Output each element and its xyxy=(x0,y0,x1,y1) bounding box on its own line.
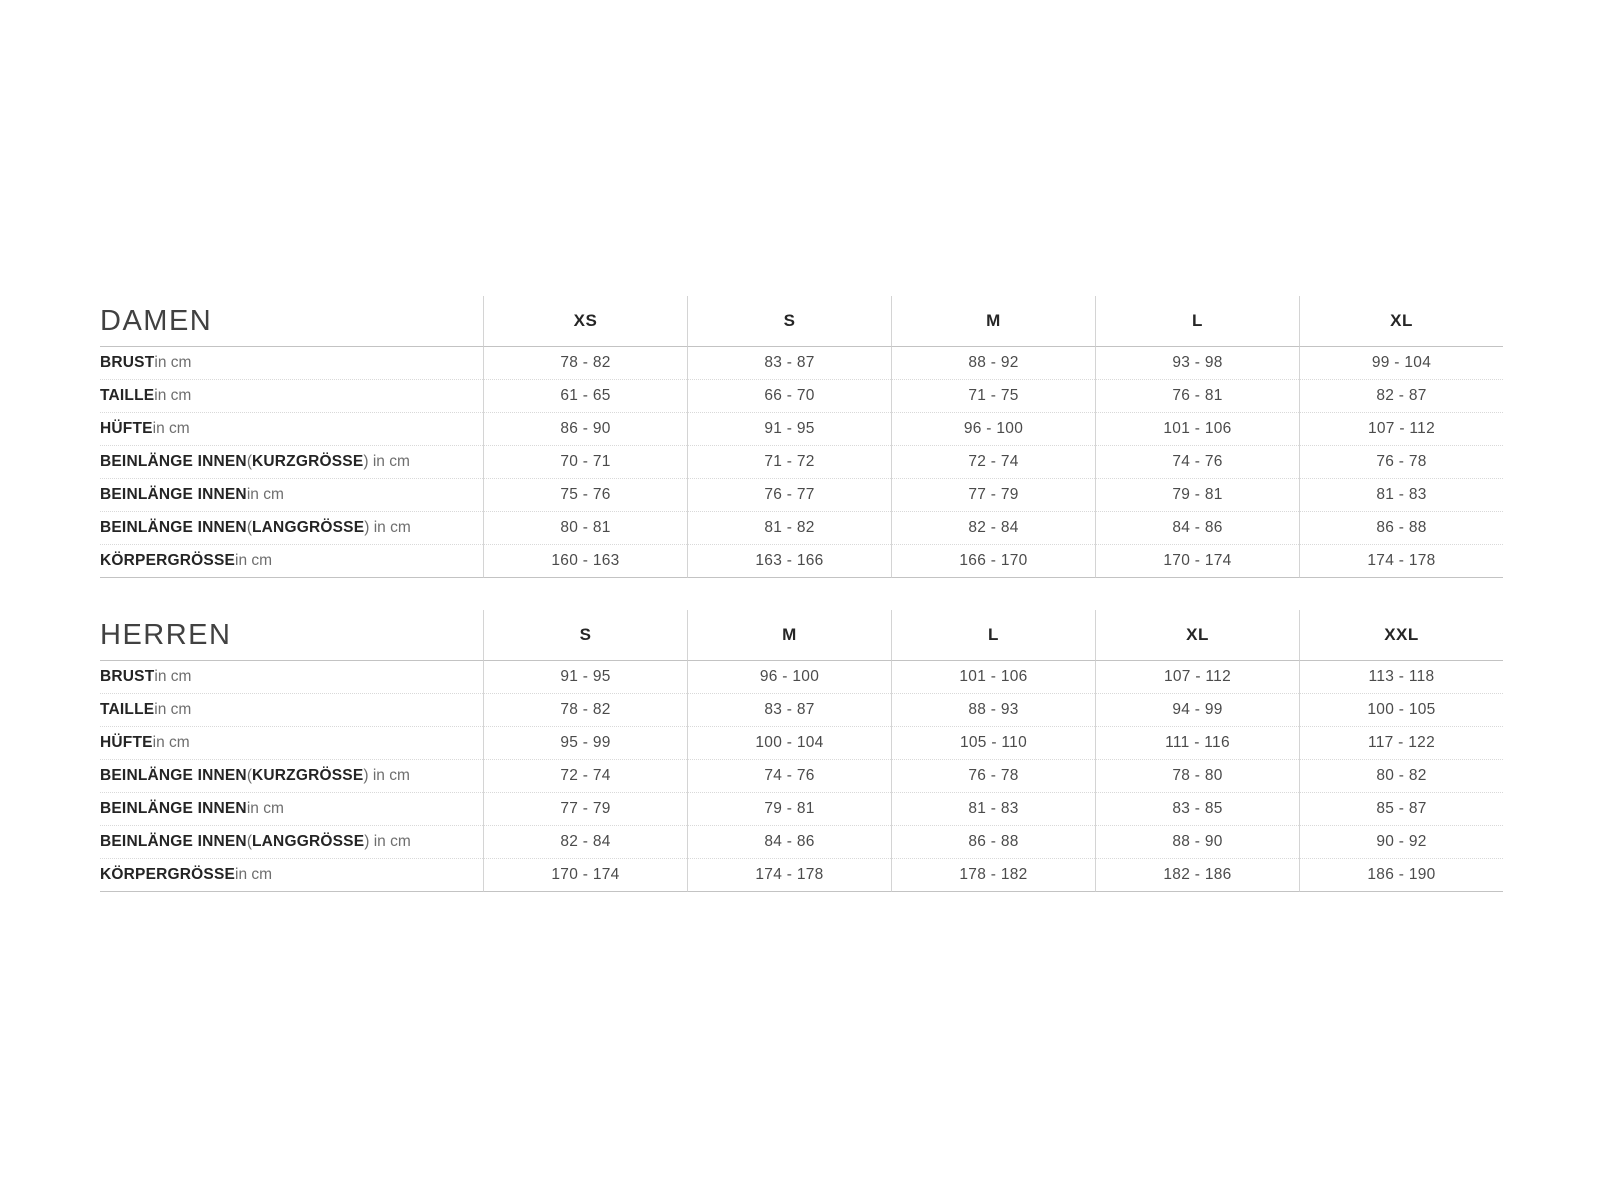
size-value: 85 - 87 xyxy=(1376,800,1427,817)
row-label-segment: in cm xyxy=(154,668,192,685)
size-value-cell xyxy=(891,347,1095,380)
size-value-cell xyxy=(891,413,1095,446)
size-value: 72 - 74 xyxy=(968,453,1019,470)
size-value-cell xyxy=(483,380,687,413)
size-value: 86 - 90 xyxy=(560,420,611,437)
size-chart-page xyxy=(100,296,1503,892)
size-value-cell xyxy=(891,694,1095,727)
size-value: 99 - 104 xyxy=(1371,354,1432,371)
size-value: 95 - 99 xyxy=(560,734,611,751)
size-table-grid-damen xyxy=(100,296,1503,578)
size-value-cell xyxy=(1095,727,1299,760)
size-value-cell xyxy=(1095,793,1299,826)
size-value-cell xyxy=(687,446,891,479)
size-value: 78 - 82 xyxy=(560,701,611,718)
size-value-cell xyxy=(483,413,687,446)
size-value: 88 - 93 xyxy=(968,701,1019,718)
size-value-cell xyxy=(891,826,1095,859)
size-value-cell xyxy=(483,545,687,578)
size-value: 77 - 79 xyxy=(968,486,1019,503)
row-label-segment: BRUST xyxy=(100,354,155,371)
size-value: 61 - 65 xyxy=(560,387,611,404)
size-value: 113 - 118 xyxy=(1368,668,1435,685)
size-value: 163 - 166 xyxy=(755,552,824,569)
size-value-cell xyxy=(891,793,1095,826)
size-value-cell xyxy=(1095,826,1299,859)
row-label-segment: HÜFTE xyxy=(100,420,153,437)
row-label-segment: ( xyxy=(246,453,252,470)
size-value-cell xyxy=(891,512,1095,545)
size-value: 83 - 85 xyxy=(1172,800,1223,817)
row-label-segment: BEINLÄNGE INNEN xyxy=(100,519,247,536)
size-value: 101 - 106 xyxy=(1163,420,1232,437)
size-value: 82 - 84 xyxy=(560,833,611,850)
size-value: 91 - 95 xyxy=(560,668,611,685)
row-label-segment: ( xyxy=(246,833,252,850)
size-value-cell xyxy=(891,479,1095,512)
row-label-segment: KÖRPERGRÖSSE xyxy=(100,552,236,569)
size-column-header-cell xyxy=(1095,296,1299,347)
size-value-cell xyxy=(891,446,1095,479)
row-label-segment: in cm xyxy=(152,420,190,437)
row-label-segment: in cm xyxy=(152,734,190,751)
size-column-header-cell xyxy=(891,610,1095,661)
size-value-cell xyxy=(1299,694,1503,727)
size-column-header-cell xyxy=(1299,296,1503,347)
row-label-segment: BEINLÄNGE INNEN xyxy=(100,767,247,784)
size-value: 83 - 87 xyxy=(764,701,815,718)
size-column-header-cell xyxy=(1299,610,1503,661)
size-value-cell xyxy=(1095,661,1299,694)
size-value: 160 - 163 xyxy=(551,552,620,569)
size-value-cell xyxy=(1299,793,1503,826)
size-value-cell xyxy=(1299,545,1503,578)
size-value: 81 - 82 xyxy=(764,519,815,536)
size-value: 70 - 71 xyxy=(560,453,611,470)
size-value-cell xyxy=(1095,694,1299,727)
size-value-cell xyxy=(1095,413,1299,446)
row-label-segment: BEINLÄNGE INNEN xyxy=(100,486,247,503)
size-value: 81 - 83 xyxy=(1376,486,1427,503)
size-value: 182 - 186 xyxy=(1163,866,1232,883)
size-value-cell xyxy=(483,479,687,512)
size-value-cell xyxy=(483,512,687,545)
table-title-cell xyxy=(100,610,483,661)
size-column-header: L xyxy=(1192,311,1203,330)
measurement-row-label xyxy=(100,727,483,760)
row-label-segment: in cm xyxy=(154,387,192,404)
size-value: 82 - 87 xyxy=(1376,387,1427,404)
size-column-header-cell xyxy=(891,296,1095,347)
row-label-segment: LANGGRÖSSE xyxy=(252,519,365,536)
size-column-header-cell xyxy=(687,610,891,661)
size-value: 88 - 92 xyxy=(968,354,1019,371)
size-value-cell xyxy=(1299,661,1503,694)
size-value: 76 - 81 xyxy=(1172,387,1223,404)
row-label-segment: in cm xyxy=(235,866,273,883)
size-value: 80 - 82 xyxy=(1376,767,1427,784)
size-value: 107 - 112 xyxy=(1163,668,1232,685)
size-value-cell xyxy=(483,793,687,826)
size-value-cell xyxy=(483,347,687,380)
size-column-header-cell xyxy=(1095,610,1299,661)
size-value: 82 - 84 xyxy=(968,519,1019,536)
row-label-segment: KÖRPERGRÖSSE xyxy=(100,866,236,883)
size-value: 88 - 90 xyxy=(1172,833,1223,850)
size-value-cell xyxy=(687,793,891,826)
size-value: 80 - 81 xyxy=(560,519,611,536)
row-label-segment: ) in cm xyxy=(364,519,411,536)
size-value: 78 - 80 xyxy=(1172,767,1223,784)
size-value-cell xyxy=(687,512,891,545)
size-value: 105 - 110 xyxy=(959,734,1028,751)
size-value-cell xyxy=(1095,347,1299,380)
size-value: 79 - 81 xyxy=(1172,486,1223,503)
size-column-header: M xyxy=(986,311,1001,330)
size-value: 111 - 116 xyxy=(1165,734,1230,751)
size-value: 83 - 87 xyxy=(764,354,815,371)
row-label-segment: ( xyxy=(246,767,252,784)
measurement-row-label xyxy=(100,446,483,479)
size-value: 101 - 106 xyxy=(959,668,1028,685)
size-value: 166 - 170 xyxy=(959,552,1028,569)
measurement-row-label xyxy=(100,694,483,727)
size-value-cell xyxy=(1095,446,1299,479)
size-column-header: M xyxy=(782,625,797,644)
size-value: 75 - 76 xyxy=(560,486,611,503)
size-value: 77 - 79 xyxy=(560,800,611,817)
size-value: 174 - 178 xyxy=(755,866,824,883)
size-value-cell xyxy=(1095,512,1299,545)
size-value: 170 - 174 xyxy=(551,866,620,883)
row-label-segment: in cm xyxy=(154,354,192,371)
size-value-cell xyxy=(1299,380,1503,413)
size-value-cell xyxy=(483,694,687,727)
size-value-cell xyxy=(483,661,687,694)
size-table-herren xyxy=(100,610,1503,892)
row-label-segment: BEINLÄNGE INNEN xyxy=(100,833,247,850)
row-label-segment: BRUST xyxy=(100,668,155,685)
size-value: 81 - 83 xyxy=(968,800,1019,817)
row-label-segment: in cm xyxy=(154,701,192,718)
size-value-cell xyxy=(891,760,1095,793)
size-value-cell xyxy=(1095,760,1299,793)
row-label-segment: TAILLE xyxy=(100,387,155,404)
size-value: 76 - 78 xyxy=(1376,453,1427,470)
size-value: 96 - 100 xyxy=(963,420,1024,437)
size-value: 174 - 178 xyxy=(1367,552,1436,569)
measurement-row-label xyxy=(100,545,483,578)
measurement-row-label xyxy=(100,661,483,694)
size-column-header-cell xyxy=(483,296,687,347)
size-value: 66 - 70 xyxy=(764,387,815,404)
size-value-cell xyxy=(687,545,891,578)
size-value: 78 - 82 xyxy=(560,354,611,371)
size-column-header-cell xyxy=(483,610,687,661)
size-column-header: S xyxy=(783,311,796,330)
size-value-cell xyxy=(483,760,687,793)
size-column-header: L xyxy=(988,625,999,644)
size-value-cell xyxy=(1299,446,1503,479)
row-label-segment: in cm xyxy=(235,552,273,569)
row-label-segment: ( xyxy=(246,519,252,536)
size-value: 100 - 105 xyxy=(1367,701,1436,718)
row-label-segment: in cm xyxy=(246,800,284,817)
size-value: 178 - 182 xyxy=(959,866,1028,883)
size-value: 76 - 78 xyxy=(968,767,1019,784)
size-value: 84 - 86 xyxy=(1172,519,1223,536)
measurement-row-label xyxy=(100,760,483,793)
size-value-cell xyxy=(1299,760,1503,793)
size-value-cell xyxy=(687,661,891,694)
row-label-segment: KURZGRÖSSE xyxy=(252,453,364,470)
size-value: 100 - 104 xyxy=(755,734,824,751)
measurement-row-label xyxy=(100,413,483,446)
size-value-cell xyxy=(687,413,891,446)
size-value-cell xyxy=(1299,413,1503,446)
size-value: 117 - 122 xyxy=(1367,734,1436,751)
measurement-row-label xyxy=(100,859,483,892)
row-label-segment: HÜFTE xyxy=(100,734,153,751)
size-value: 76 - 77 xyxy=(764,486,815,503)
size-column-header: XL xyxy=(1186,625,1209,644)
size-column-header: XXL xyxy=(1384,625,1419,644)
size-value-cell xyxy=(687,826,891,859)
size-value: 74 - 76 xyxy=(1172,453,1223,470)
size-value-cell xyxy=(687,760,891,793)
row-label-segment: TAILLE xyxy=(100,701,155,718)
size-value-cell xyxy=(891,859,1095,892)
size-value: 71 - 72 xyxy=(764,453,815,470)
measurement-row-label xyxy=(100,380,483,413)
size-value: 186 - 190 xyxy=(1367,866,1436,883)
size-value-cell xyxy=(483,859,687,892)
size-column-header: XS xyxy=(573,311,598,330)
size-value-cell xyxy=(1095,380,1299,413)
size-value-cell xyxy=(1095,545,1299,578)
row-label-segment: ) in cm xyxy=(363,453,410,470)
size-value: 74 - 76 xyxy=(764,767,815,784)
size-value-cell xyxy=(687,380,891,413)
size-value: 79 - 81 xyxy=(764,800,815,817)
size-value-cell xyxy=(1299,859,1503,892)
row-label-segment: ) in cm xyxy=(363,767,410,784)
size-value-cell xyxy=(483,727,687,760)
measurement-row-label xyxy=(100,479,483,512)
size-value-cell xyxy=(891,661,1095,694)
measurement-row-label xyxy=(100,347,483,380)
size-value-cell xyxy=(483,826,687,859)
row-label-segment: KURZGRÖSSE xyxy=(252,767,364,784)
size-column-header: XL xyxy=(1390,311,1413,330)
size-table-grid-herren xyxy=(100,610,1503,892)
size-value: 86 - 88 xyxy=(1376,519,1427,536)
size-value-cell xyxy=(1299,826,1503,859)
row-label-segment: BEINLÄNGE INNEN xyxy=(100,800,247,817)
size-value-cell xyxy=(891,727,1095,760)
table-title: DAMEN xyxy=(100,304,213,337)
size-value-cell xyxy=(1299,347,1503,380)
size-value-cell xyxy=(687,694,891,727)
size-table-damen xyxy=(100,296,1503,578)
size-value-cell xyxy=(687,347,891,380)
measurement-row-label xyxy=(100,793,483,826)
size-value: 86 - 88 xyxy=(968,833,1019,850)
size-value-cell xyxy=(687,859,891,892)
size-value-cell xyxy=(1095,859,1299,892)
size-value-cell xyxy=(891,380,1095,413)
table-title-cell xyxy=(100,296,483,347)
size-value: 170 - 174 xyxy=(1163,552,1232,569)
measurement-row-label xyxy=(100,512,483,545)
size-value-cell xyxy=(1299,512,1503,545)
size-value-cell xyxy=(1299,727,1503,760)
row-label-segment: BEINLÄNGE INNEN xyxy=(100,453,247,470)
size-value: 84 - 86 xyxy=(764,833,815,850)
size-value-cell xyxy=(891,545,1095,578)
size-value: 94 - 99 xyxy=(1172,701,1223,718)
row-label-segment: in cm xyxy=(246,486,284,503)
size-value: 90 - 92 xyxy=(1376,833,1427,850)
size-value-cell xyxy=(483,446,687,479)
size-value-cell xyxy=(687,479,891,512)
measurement-row-label xyxy=(100,826,483,859)
size-value: 96 - 100 xyxy=(759,668,820,685)
size-value: 107 - 112 xyxy=(1367,420,1436,437)
size-value-cell xyxy=(1299,479,1503,512)
size-value-cell xyxy=(687,727,891,760)
row-label-segment: LANGGRÖSSE xyxy=(252,833,365,850)
row-label-segment: ) in cm xyxy=(364,833,411,850)
size-value-cell xyxy=(1095,479,1299,512)
table-title: HERREN xyxy=(100,618,232,651)
size-value: 93 - 98 xyxy=(1172,354,1223,371)
size-value: 91 - 95 xyxy=(764,420,815,437)
size-column-header: S xyxy=(579,625,592,644)
size-value: 71 - 75 xyxy=(968,387,1019,404)
size-column-header-cell xyxy=(687,296,891,347)
size-value: 72 - 74 xyxy=(560,767,611,784)
